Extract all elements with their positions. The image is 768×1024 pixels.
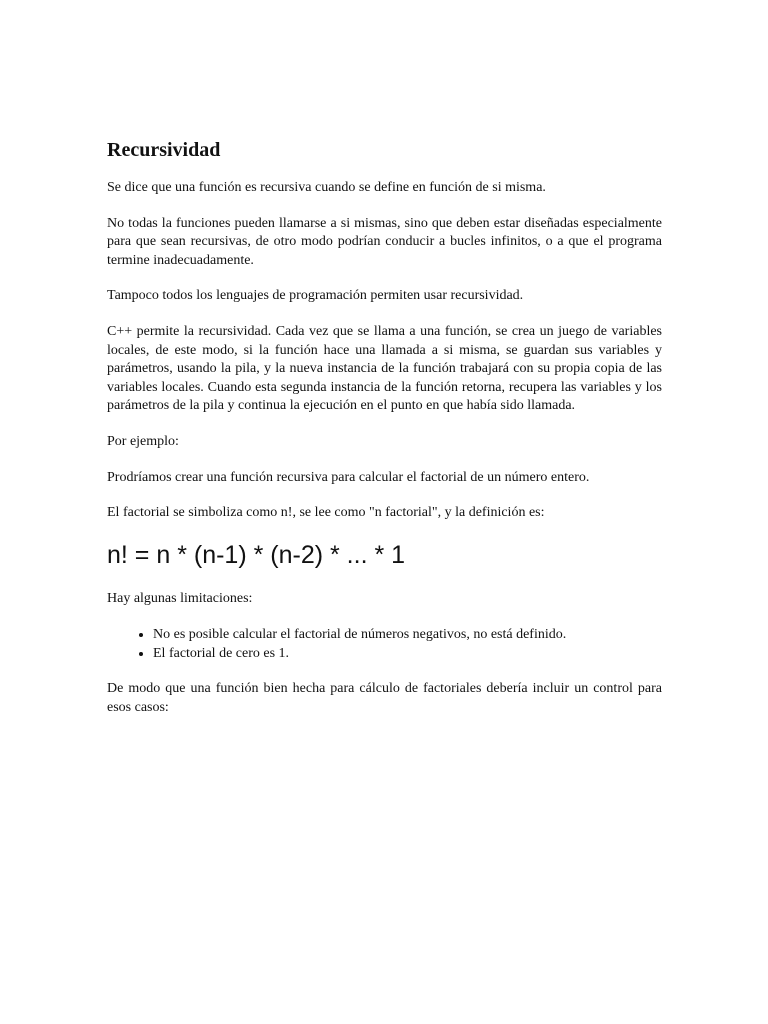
- paragraph-cpp-recursion: C++ permite la recursividad. Cada vez que se llama a una función, se crea un juego de variables locales, de este modo, si la función hace una llamada a si misma, se guardan sus variables y parámetros, usando la pila, y la nueva instancia de la función trabajará con su propia copia de las variables locales. Cuando esta segunda instancia de la función retorna, recupera las variables y los parámetros de la pila y continua la ejecución en el punto en que había sido llamada.: [107, 323, 662, 414]
- limitations-list: [107, 625, 662, 663]
- list-item: • El factorial de cero es 1.: [153, 644, 662, 663]
- paragraph-factorial-function: Prodríamos crear una función recursiva para calcular el factorial de un número entero.: [107, 469, 590, 485]
- paragraph-limitations-intro: Hay algunas limitaciones:: [107, 590, 253, 606]
- document-title: Recursividad: [107, 139, 221, 161]
- document-page: [107, 137, 662, 735]
- paragraph-example-intro: Por ejemplo:: [107, 433, 179, 449]
- paragraph-not-all-functions: No todas la funciones pueden llamarse a si mismas, sino que deben estar diseñadas especialmente para que sean recursivas, de otro modo podrían conducir a bucles infinitos, o a que el programa termine inadecuadamente.: [107, 215, 662, 268]
- paragraph-closing: De modo que una función bien hecha para cálculo de factoriales debería incluir un control para esos casos:: [107, 681, 662, 715]
- paragraph-factorial-symbol: El factorial se simboliza como n!, se lee como "n factorial", y la definición es:: [107, 505, 545, 521]
- paragraph-languages: Tampoco todos los lenguajes de programación permiten usar recursividad.: [107, 288, 524, 304]
- list-item: • No es posible calcular el factorial de números negativos, no está definido.: [153, 625, 662, 644]
- paragraph-definition: Se dice que una función es recursiva cuando se define en función de si misma.: [107, 180, 546, 195]
- factorial-formula: n! = n * (n-1) * (n-2) * ... * 1: [107, 540, 406, 569]
